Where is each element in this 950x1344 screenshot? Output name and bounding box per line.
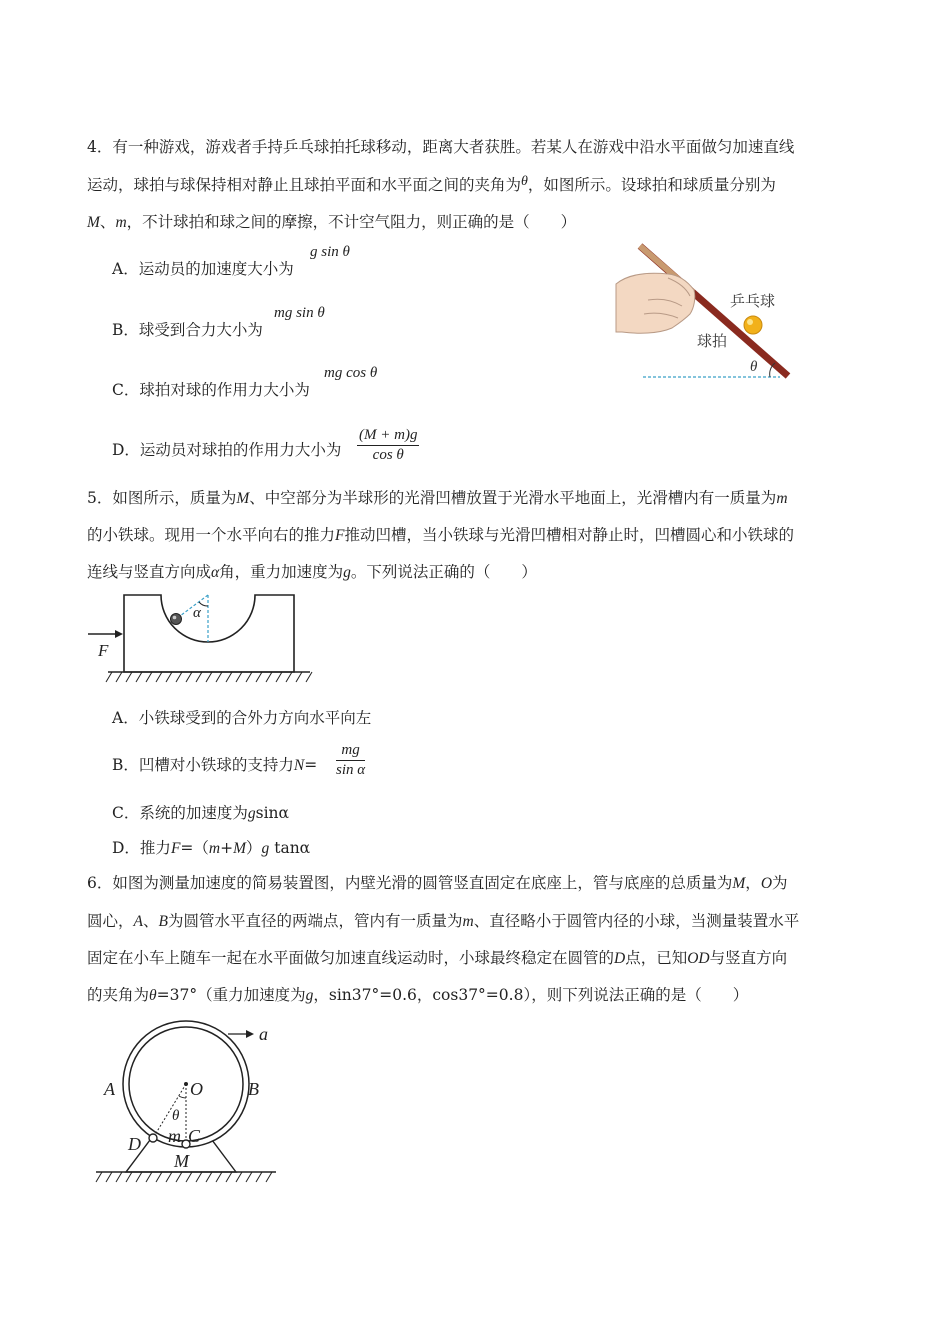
mass-M: M — [87, 214, 100, 231]
q6-line-4: 的夹角为θ=37°（重力加速度为g，sin37°=0.6，cos37°=0.8），则下列说法正确的是（ ） — [87, 986, 749, 1004]
q4-text: ，如图所示。设球拍和球质量分别为 — [527, 176, 776, 194]
force-F-label: F — [98, 641, 109, 660]
label-C: C — [188, 1126, 201, 1146]
ball-label: 乒乓球 — [730, 294, 776, 310]
q5-line-1: 5．如图所示，质量为M、中空部分为半球形的光滑凹槽放置于光滑水平地面上，光滑槽内有一质量为m — [87, 489, 788, 507]
label-O: O — [190, 1079, 203, 1099]
mass-M: M — [236, 490, 250, 507]
ping-pong-ball — [744, 316, 762, 334]
q4-text: 运动，球拍与球保持相对静止且球拍平面和水平面之间的夹角为 — [87, 176, 522, 194]
angle-theta-label: θ — [750, 359, 758, 375]
groove-block — [124, 595, 294, 672]
ball-highlight — [747, 319, 753, 325]
gravity-g: g — [343, 564, 351, 581]
iron-ball — [171, 614, 182, 625]
q5-groove-figure — [86, 590, 316, 690]
q5-line-2: 的小铁球。现用一个水平向右的推力F推动凹槽，当小铁球与光滑凹槽相对静止时，凹槽圆心和小铁球的 — [87, 526, 794, 544]
ground-hatching — [96, 1172, 272, 1182]
label-M: M — [174, 1151, 189, 1171]
q4-option-a: A．运动员的加速度大小为 — [112, 260, 294, 278]
q4-line-1: 4．有一种游戏，游戏者手持乒乓球拍托球移动，距离大者获胜。若某人在游戏中沿水平面做匀加速直线 — [87, 138, 795, 156]
fraction-denominator: sin α — [336, 762, 366, 778]
q4-line-2 — [87, 175, 776, 197]
mass-m: m — [115, 214, 127, 231]
q6-line-3: 固定在小车上随车一起在水平面做匀加速直线运动时，小球最终稳定在圆管的D点，已知OD与竖直方向 — [87, 949, 788, 967]
q4-option-b-expr: mg sin θ — [274, 305, 325, 321]
q5-option-c: C．系统的加速度为gsinα — [112, 804, 289, 822]
label-D: D — [128, 1134, 141, 1154]
ground-hatching — [106, 672, 312, 682]
q4-option-d: D．运动员对球拍的作用力大小为 — [112, 441, 342, 459]
theta-symbol: θ — [521, 174, 528, 189]
q4-option-b: B．球受到合力大小为 — [112, 321, 263, 339]
racket-label: 球拍 — [697, 334, 728, 350]
fraction-numerator: (M + m)g — [357, 426, 419, 446]
q6-line-1: 6．如图为测量加速度的简易装置图，内壁光滑的圆管竖直固定在底座上，管与底座的总质量为M，O为 — [87, 874, 788, 892]
label-a: a — [259, 1024, 268, 1044]
q4-option-c-expr: mg cos θ — [324, 365, 378, 381]
q4-text: 、 — [99, 213, 116, 231]
label-m: m — [168, 1126, 181, 1146]
q5-option-b-fraction — [336, 741, 365, 780]
q4-racket-figure — [608, 238, 808, 386]
q5-line-3: 连线与竖直方向成α角，重力加速度为g。下列说法正确的（ ） — [87, 563, 537, 581]
force-F: F — [335, 527, 345, 544]
q4-text: ，不计球拍和球之间的摩擦，不计空气阻力，则正确的是（ ） — [126, 213, 577, 231]
q5-option-a: A．小铁球受到的合外力方向水平向左 — [112, 709, 372, 727]
alpha-label: α — [193, 605, 201, 621]
ball-at-D — [149, 1134, 157, 1142]
q4-option-c: C．球拍对球的作用力大小为 — [112, 381, 310, 399]
label-B: B — [248, 1079, 259, 1099]
label-theta: θ — [172, 1108, 180, 1124]
q6-line-2: 圆心，A、B为圆管水平直径的两端点，管内有一质量为m、直径略小于圆管内径的小球，当测量装置水平 — [87, 912, 800, 930]
fraction-denominator: cos θ — [372, 447, 404, 463]
normal-force-N: N — [293, 757, 305, 774]
q4-option-a-expr: g sin θ — [310, 244, 350, 260]
q6-tube-figure — [92, 1020, 292, 1190]
alpha-symbol: α — [211, 564, 220, 581]
q4-option-d-fraction — [357, 426, 419, 465]
fraction-numerator: mg — [336, 741, 365, 761]
q5-option-b: B．凹槽对小铁球的支持力N= — [112, 756, 318, 774]
mass-m: m — [776, 490, 788, 507]
hand — [616, 273, 695, 333]
q5-option-d: D．推力F=（m+M）g tanα — [112, 839, 311, 857]
label-A: A — [104, 1079, 115, 1099]
q4-line-3 — [87, 212, 576, 233]
